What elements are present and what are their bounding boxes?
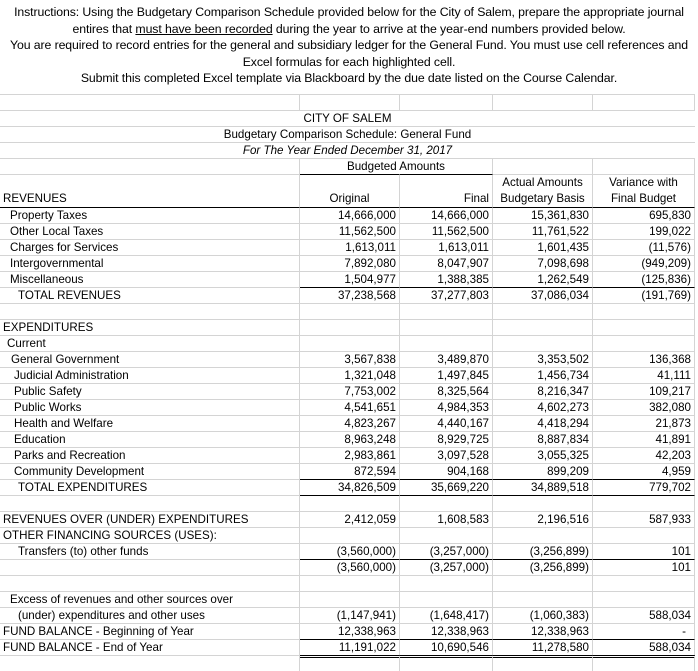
- final-value[interactable]: (3,257,000): [400, 559, 493, 575]
- row-label[interactable]: (under) expenditures and other uses: [0, 607, 300, 623]
- excess-row: [0, 607, 698, 623]
- fund-balance-begin-row: [0, 623, 698, 639]
- variance-value[interactable]: (11,576): [593, 239, 695, 255]
- cell[interactable]: [593, 335, 695, 351]
- actual-value[interactable]: 4,418,294: [493, 415, 593, 431]
- row-label[interactable]: Excess of revenues and other sources over: [0, 591, 300, 607]
- cell[interactable]: [493, 527, 593, 543]
- original-value[interactable]: 4,823,267: [300, 415, 400, 431]
- final-value[interactable]: 1,613,011: [400, 239, 493, 255]
- cell[interactable]: [300, 495, 400, 511]
- actual-value[interactable]: 3,055,325: [493, 447, 593, 463]
- variance-value[interactable]: 136,368: [593, 351, 695, 367]
- actual-value[interactable]: 7,098,698: [493, 255, 593, 271]
- actual-value[interactable]: 8,216,347: [493, 383, 593, 399]
- original-value[interactable]: 14,666,000: [300, 207, 400, 223]
- final-value[interactable]: 14,666,000: [400, 207, 493, 223]
- row-label[interactable]: Judicial Administration: [0, 367, 300, 383]
- col-variance-label-2: Final Budget: [610, 192, 677, 205]
- blank-row: [0, 655, 698, 671]
- entity-row: [0, 110, 698, 126]
- cell[interactable]: [300, 303, 400, 319]
- col-actual-header[interactable]: [493, 174, 593, 207]
- cell[interactable]: [0, 655, 300, 671]
- original-value[interactable]: 7,892,080: [300, 255, 400, 271]
- row-label[interactable]: Miscellaneous: [0, 271, 300, 287]
- final-value[interactable]: (1,648,417): [400, 607, 493, 623]
- cell[interactable]: [493, 94, 593, 110]
- instructions-line-5: Submit this completed Excel template via Blackboard by the due date listed on the Course Calendar.: [80, 71, 618, 85]
- variance-value[interactable]: 779,702: [593, 479, 695, 495]
- col-actual-label-1: Actual Amounts: [502, 176, 583, 189]
- instructions-line-3: You are required to record entries for the general and subsidiary ledger for the General Fund. You must use cell references and: [10, 38, 688, 52]
- other-financing-total-row: [0, 559, 698, 575]
- original-value[interactable]: 872,594: [300, 463, 400, 479]
- budgeted-amounts-header[interactable]: Budgeted Amounts: [300, 158, 493, 174]
- row-label[interactable]: Transfers (to) other funds: [0, 543, 300, 559]
- row-label[interactable]: Education: [0, 431, 300, 447]
- other-financing-heading-row: [0, 527, 698, 543]
- variance-value[interactable]: (125,836): [593, 271, 695, 287]
- final-value[interactable]: 4,984,353: [400, 399, 493, 415]
- expenditure-row: [0, 367, 698, 383]
- row-label[interactable]: General Government: [0, 351, 300, 367]
- cell[interactable]: [400, 591, 493, 607]
- actual-value[interactable]: 15,361,830: [493, 207, 593, 223]
- original-value[interactable]: (3,560,000): [300, 543, 400, 559]
- instructions-block: [0, 4, 698, 87]
- cell[interactable]: [493, 495, 593, 511]
- actual-value[interactable]: 899,209: [493, 463, 593, 479]
- actual-value[interactable]: 2,196,516: [493, 511, 593, 527]
- final-value[interactable]: 3,097,528: [400, 447, 493, 463]
- original-value[interactable]: 1,613,011: [300, 239, 400, 255]
- row-label[interactable]: TOTAL REVENUES: [0, 287, 300, 303]
- actual-value[interactable]: 8,887,834: [493, 431, 593, 447]
- cell[interactable]: [0, 158, 300, 174]
- col-original-label: Original: [329, 192, 370, 205]
- final-value[interactable]: 1,388,385: [400, 271, 493, 287]
- schedule-title[interactable]: Budgetary Comparison Schedule: General Fund: [0, 126, 695, 142]
- row-label[interactable]: TOTAL EXPENDITURES: [0, 479, 300, 495]
- cell[interactable]: [300, 335, 400, 351]
- cell[interactable]: [493, 158, 593, 174]
- fund-balance-end-row: [0, 639, 698, 655]
- variance-value[interactable]: 382,080: [593, 399, 695, 415]
- actual-value[interactable]: 37,086,034: [493, 287, 593, 303]
- current-subheading[interactable]: Current: [0, 335, 300, 351]
- cell[interactable]: [400, 495, 493, 511]
- row-label[interactable]: REVENUES OVER (UNDER) EXPENDITURES: [0, 511, 300, 527]
- cell[interactable]: [300, 94, 400, 110]
- variance-value[interactable]: 21,873: [593, 415, 695, 431]
- cell[interactable]: [400, 655, 493, 671]
- row-label[interactable]: Property Taxes: [0, 207, 300, 223]
- original-value[interactable]: 3,567,838: [300, 351, 400, 367]
- variance-value[interactable]: 101: [593, 559, 695, 575]
- instructions-line-2: [0, 21, 698, 38]
- actual-value[interactable]: 11,761,522: [493, 223, 593, 239]
- current-subheading-row: [0, 335, 698, 351]
- original-value[interactable]: 11,191,022: [300, 639, 400, 655]
- cell[interactable]: [593, 591, 695, 607]
- instructions-line-4: Excel formulas for each highlighted cell.: [242, 54, 456, 69]
- final-value[interactable]: 8,929,725: [400, 431, 493, 447]
- cell[interactable]: [400, 527, 493, 543]
- final-value[interactable]: 904,168: [400, 463, 493, 479]
- revenue-row: [0, 255, 698, 271]
- cell[interactable]: [300, 575, 400, 591]
- original-value[interactable]: (3,560,000): [300, 559, 400, 575]
- cell[interactable]: [300, 527, 400, 543]
- cell[interactable]: [300, 591, 400, 607]
- spreadsheet-grid: [0, 94, 698, 671]
- other-financing-heading[interactable]: OTHER FINANCING SOURCES (USES):: [0, 527, 300, 543]
- original-value[interactable]: 37,238,568: [300, 287, 400, 303]
- original-value[interactable]: (1,147,941): [300, 607, 400, 623]
- instructions-underlined-phrase: must have been recorded: [135, 21, 273, 36]
- cell[interactable]: [300, 319, 400, 335]
- row-label[interactable]: Public Works: [0, 399, 300, 415]
- final-value[interactable]: 4,440,167: [400, 415, 493, 431]
- cell[interactable]: [0, 575, 300, 591]
- column-header-row: [0, 174, 698, 207]
- cell[interactable]: [0, 303, 300, 319]
- original-value[interactable]: 8,963,248: [300, 431, 400, 447]
- actual-value[interactable]: (1,060,383): [493, 607, 593, 623]
- row-label[interactable]: Health and Welfare: [0, 415, 300, 431]
- variance-value[interactable]: (191,769): [593, 287, 695, 303]
- col-original-header[interactable]: [300, 174, 400, 207]
- actual-value[interactable]: 11,278,580: [493, 639, 593, 655]
- original-value[interactable]: 11,562,500: [300, 223, 400, 239]
- total-expenditures-row: [0, 479, 698, 495]
- revenue-row: [0, 207, 698, 223]
- actual-value[interactable]: 4,602,273: [493, 399, 593, 415]
- cell[interactable]: [593, 94, 695, 110]
- row-label[interactable]: Public Safety: [0, 383, 300, 399]
- actual-value[interactable]: 1,456,734: [493, 367, 593, 383]
- actual-value[interactable]: 34,889,518: [493, 479, 593, 495]
- variance-value[interactable]: -: [593, 623, 695, 639]
- col-variance-header[interactable]: [593, 174, 695, 207]
- col-variance-label-1: Variance with: [609, 176, 678, 189]
- revenue-row: [0, 271, 698, 287]
- final-value[interactable]: 12,338,963: [400, 623, 493, 639]
- original-value[interactable]: 2,412,059: [300, 511, 400, 527]
- final-value[interactable]: 11,562,500: [400, 223, 493, 239]
- col-final-header[interactable]: [400, 174, 493, 207]
- actual-value[interactable]: 1,601,435: [493, 239, 593, 255]
- row-label[interactable]: Charges for Services: [0, 239, 300, 255]
- final-value[interactable]: 8,325,564: [400, 383, 493, 399]
- revenues-heading-text: REVENUES: [3, 192, 67, 205]
- cell[interactable]: [400, 335, 493, 351]
- expenditure-row: [0, 447, 698, 463]
- revenue-row: [0, 223, 698, 239]
- row-label[interactable]: Intergovernmental: [0, 255, 300, 271]
- period-row: [0, 142, 698, 158]
- expenditures-heading[interactable]: EXPENDITURES: [0, 319, 300, 335]
- cell[interactable]: [400, 319, 493, 335]
- col-actual-label-2: Budgetary Basis: [500, 192, 585, 205]
- cell[interactable]: [493, 591, 593, 607]
- cell[interactable]: [493, 303, 593, 319]
- final-value[interactable]: (3,257,000): [400, 543, 493, 559]
- row-label[interactable]: Other Local Taxes: [0, 223, 300, 239]
- revenues-over-expenditures-row: [0, 511, 698, 527]
- final-value[interactable]: 1,608,583: [400, 511, 493, 527]
- cell[interactable]: [400, 94, 493, 110]
- total-revenues-row: [0, 287, 698, 303]
- entity-name[interactable]: CITY OF SALEM: [0, 110, 695, 126]
- transfers-row: [0, 543, 698, 559]
- expenditure-row: [0, 351, 698, 367]
- expenditures-heading-row: [0, 319, 698, 335]
- final-value[interactable]: 3,489,870: [400, 351, 493, 367]
- col-final-label: Final: [463, 192, 489, 205]
- original-value[interactable]: 7,753,002: [300, 383, 400, 399]
- final-value[interactable]: 1,497,845: [400, 367, 493, 383]
- actual-value[interactable]: (3,256,899): [493, 559, 593, 575]
- expenditure-row: [0, 463, 698, 479]
- instructions-line-1: Instructions: Using the Budgetary Comparison Schedule provided below for the City of Salem, prepare the appropriate journal: [14, 5, 684, 19]
- expenditure-row: [0, 415, 698, 431]
- cell[interactable]: [593, 319, 695, 335]
- variance-value[interactable]: 41,891: [593, 431, 695, 447]
- cell[interactable]: [593, 303, 695, 319]
- cell[interactable]: [300, 655, 400, 671]
- cell[interactable]: [400, 303, 493, 319]
- final-value[interactable]: 37,277,803: [400, 287, 493, 303]
- row-label[interactable]: Parks and Recreation: [0, 447, 300, 463]
- cell[interactable]: [0, 559, 300, 575]
- variance-value[interactable]: 109,217: [593, 383, 695, 399]
- original-value[interactable]: 4,541,651: [300, 399, 400, 415]
- revenue-row: [0, 239, 698, 255]
- final-value[interactable]: 8,047,907: [400, 255, 493, 271]
- actual-value[interactable]: 12,338,963: [493, 623, 593, 639]
- variance-value[interactable]: 588,034: [593, 639, 695, 655]
- blank-row: [0, 94, 698, 110]
- cell[interactable]: [0, 94, 300, 110]
- original-value[interactable]: 2,983,861: [300, 447, 400, 463]
- cell[interactable]: [400, 575, 493, 591]
- excess-label-row: [0, 591, 698, 607]
- variance-value[interactable]: 101: [593, 543, 695, 559]
- blank-row: [0, 495, 698, 511]
- revenues-heading[interactable]: [0, 174, 300, 207]
- cell[interactable]: [493, 335, 593, 351]
- actual-value[interactable]: (3,256,899): [493, 543, 593, 559]
- variance-value[interactable]: 587,933: [593, 511, 695, 527]
- expenditure-row: [0, 399, 698, 415]
- cell[interactable]: [593, 527, 695, 543]
- variance-value[interactable]: 41,111: [593, 367, 695, 383]
- row-label[interactable]: FUND BALANCE - Beginning of Year: [0, 623, 300, 639]
- row-label[interactable]: FUND BALANCE - End of Year: [0, 639, 300, 655]
- title-row: [0, 126, 698, 142]
- variance-value[interactable]: 588,034: [593, 607, 695, 623]
- original-value[interactable]: 1,504,977: [300, 271, 400, 287]
- cell[interactable]: [493, 319, 593, 335]
- expenditure-row: [0, 383, 698, 399]
- cell[interactable]: [493, 655, 593, 671]
- final-value[interactable]: 35,669,220: [400, 479, 493, 495]
- actual-value[interactable]: 1,262,549: [493, 271, 593, 287]
- row-label[interactable]: Community Development: [0, 463, 300, 479]
- instructions-line-2-start: entires that: [72, 21, 136, 36]
- variance-value[interactable]: 199,022: [593, 223, 695, 239]
- cell[interactable]: [593, 575, 695, 591]
- cell[interactable]: [593, 655, 695, 671]
- actual-value[interactable]: 3,353,502: [493, 351, 593, 367]
- blank-row: [0, 303, 698, 319]
- variance-value[interactable]: 4,959: [593, 463, 695, 479]
- original-value[interactable]: 12,338,963: [300, 623, 400, 639]
- cell[interactable]: [493, 575, 593, 591]
- instructions-line-2-end: during the year to arrive at the year-end numbers provided below.: [272, 21, 626, 36]
- cell[interactable]: [0, 495, 300, 511]
- expenditure-row: [0, 431, 698, 447]
- original-value[interactable]: 34,826,509: [300, 479, 400, 495]
- final-value[interactable]: 10,690,546: [400, 639, 493, 655]
- variance-value[interactable]: 42,203: [593, 447, 695, 463]
- budget-header-row: [0, 158, 698, 174]
- original-value[interactable]: 1,321,048: [300, 367, 400, 383]
- blank-row: [0, 575, 698, 591]
- schedule-period[interactable]: For The Year Ended December 31, 2017: [0, 142, 695, 158]
- cell[interactable]: [593, 158, 695, 174]
- cell[interactable]: [593, 495, 695, 511]
- variance-value[interactable]: 695,830: [593, 207, 695, 223]
- variance-value[interactable]: (949,209): [593, 255, 695, 271]
